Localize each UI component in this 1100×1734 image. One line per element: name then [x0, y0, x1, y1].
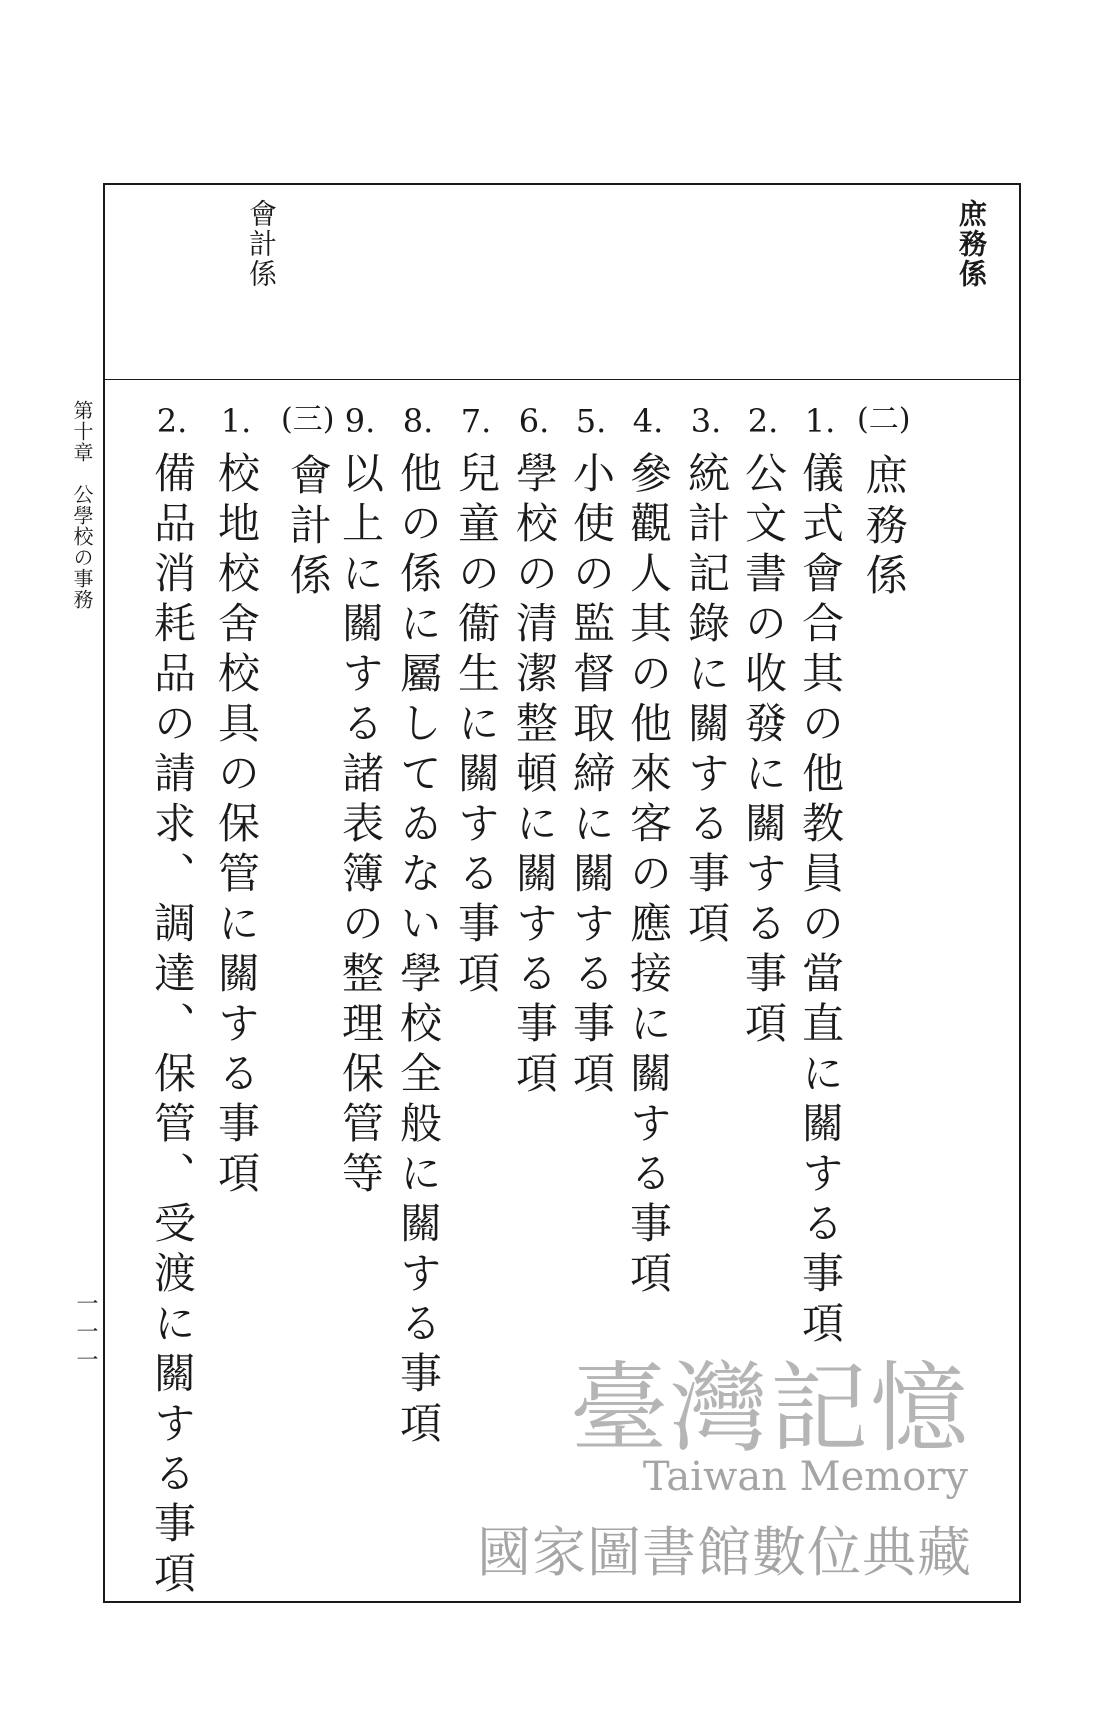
list-item: 4.參觀人其の他來客の應接に關する事項 [624, 402, 673, 1301]
watermark-logo: 臺灣記憶 [569, 1352, 970, 1466]
list-item: 7.兒童の衞生に關する事項 [452, 402, 501, 1001]
list-item: 2.備品消耗品の請求、調達、保管、受渡に關する事項 [148, 402, 197, 1601]
section2-title: 庶務係 [859, 453, 909, 603]
watermark-chinese: 國家圖書館數位典藏 [477, 1521, 972, 1584]
section3-heading [281, 402, 335, 603]
list-item: 1.儀式會合其の他教員の當直に關する事項 [796, 402, 845, 1351]
list-item: 9.以上に關する諸表簿の整理保管等 [336, 402, 385, 1201]
header-kaikei-label: 會計係 [245, 199, 278, 289]
list-item: 6.學校の清潔整頓に關する事項 [510, 402, 559, 1101]
list-item: 2.公文書の收發に關する事項 [739, 402, 788, 1051]
list-item: 1.校地校舍校具の保管に關する事項 [212, 402, 261, 1201]
section3-title: 會計係 [283, 453, 333, 603]
section3-marker: (三) [281, 402, 335, 437]
list-item: 8.他の係に屬してゐない學校全般に關する事項 [394, 402, 443, 1451]
watermark-english: Taiwan Memory [642, 1454, 968, 1500]
header-shomu-label: 庶務係 [955, 199, 988, 289]
page-number: 一一一 [73, 1292, 98, 1376]
list-item: 3.統計記錄に關する事項 [682, 402, 731, 951]
watermark [440, 1330, 1040, 1600]
section2-heading [857, 402, 911, 603]
section2-marker: (二) [857, 402, 911, 437]
list-item: 5.小使の監督取締に關する事項 [567, 402, 616, 1101]
running-head-chapter: 第十章 公學校の事務 [70, 400, 94, 610]
header-divider [105, 379, 1019, 380]
